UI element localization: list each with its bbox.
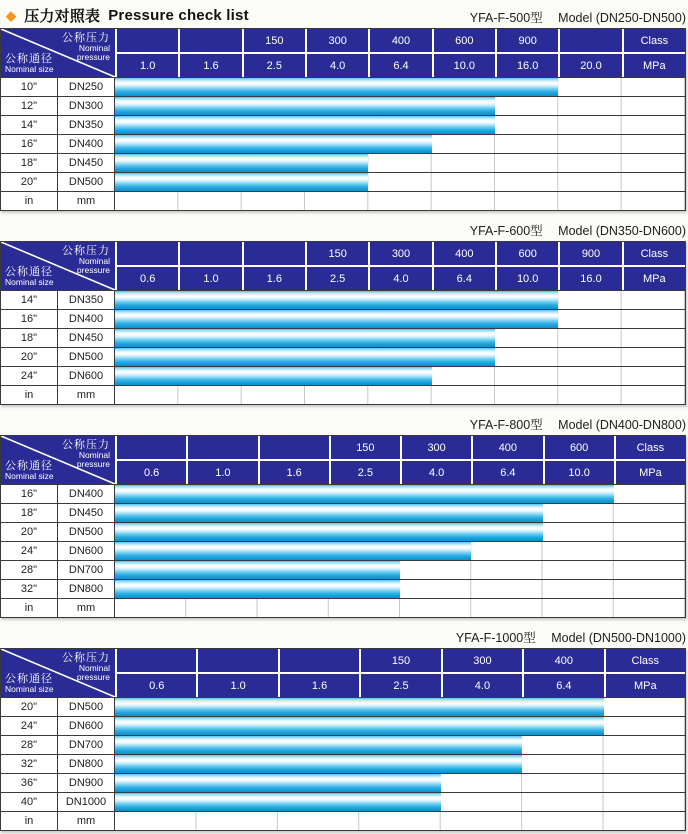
bar-track <box>115 329 685 347</box>
bar-track <box>115 192 685 210</box>
size-row <box>1 309 685 328</box>
pressure-bar <box>115 542 471 560</box>
model-range: Model (DN400-DN800) <box>558 418 686 432</box>
pressure-bar <box>115 97 495 115</box>
inch-cell: 20" <box>1 523 58 541</box>
mpa-unit-cell: MPa <box>624 54 685 77</box>
pressure-bar <box>115 310 558 328</box>
table-body <box>1 484 685 617</box>
mpa-header-cell: 1.6 <box>244 267 305 290</box>
pressure-label-en2: pressure <box>76 265 110 275</box>
table-header <box>1 436 685 484</box>
bar-track <box>115 717 685 735</box>
unit-row <box>1 385 685 404</box>
header-grid <box>117 29 685 77</box>
dn-cell: DN450 <box>58 154 115 172</box>
header-grid <box>117 649 685 697</box>
table-header <box>1 649 685 697</box>
inch-cell: 40" <box>1 793 58 811</box>
mm-unit-cell: mm <box>58 192 115 210</box>
inch-cell: 18" <box>1 154 58 172</box>
mpa-header-cell: 2.5 <box>307 267 368 290</box>
size-row <box>1 541 685 560</box>
inch-cell: 20" <box>1 698 58 716</box>
class-header-cell: 900 <box>497 29 558 52</box>
inch-cell: 32" <box>1 755 58 773</box>
pressure-bar <box>115 78 558 96</box>
model-range: Model (DN500-DN1000) <box>551 631 686 645</box>
mpa-unit-cell: MPa <box>624 267 685 290</box>
bar-track <box>115 367 685 385</box>
class-header-cell <box>180 29 241 52</box>
table-section <box>0 8 688 211</box>
dn-cell: DN600 <box>58 542 115 560</box>
inch-cell: 28" <box>1 561 58 579</box>
bar-track <box>115 542 685 560</box>
mpa-header-cell: 4.0 <box>307 54 368 77</box>
size-row <box>1 77 685 96</box>
pressure-label-en1: Nominal <box>78 450 110 460</box>
tables-container <box>0 8 688 831</box>
mpa-header-cell: 6.4 <box>434 267 495 290</box>
class-header-cell: 400 <box>434 242 495 265</box>
mpa-header-cell: 6.4 <box>370 54 431 77</box>
size-row <box>1 503 685 522</box>
mpa-header-cell: 16.0 <box>560 267 621 290</box>
size-label-zh: 公称通径 <box>5 673 53 685</box>
header-grid <box>117 436 685 484</box>
pressure-bar <box>115 329 495 347</box>
mpa-header-cell: 1.0 <box>117 54 178 77</box>
inch-cell: 20" <box>1 348 58 366</box>
pressure-label-zh: 公称压力 <box>62 652 110 664</box>
class-unit-cell: Class <box>606 649 685 672</box>
pressure-bar <box>115 291 558 309</box>
dn-cell: DN800 <box>58 580 115 598</box>
dn-cell: DN450 <box>58 329 115 347</box>
inch-cell: 36" <box>1 774 58 792</box>
mpa-header-cell: 2.5 <box>361 674 440 697</box>
pressure-label-zh: 公称压力 <box>62 245 110 257</box>
size-row <box>1 115 685 134</box>
inch-cell: 24" <box>1 542 58 560</box>
class-header-cell <box>260 436 329 459</box>
inch-cell: 16" <box>1 135 58 153</box>
bar-track <box>115 485 685 503</box>
inch-cell: 10" <box>1 78 58 96</box>
size-row <box>1 484 685 503</box>
class-header-cell: 150 <box>244 29 305 52</box>
pressure-bar <box>115 561 400 579</box>
page-title-en: Pressure check list <box>108 7 249 24</box>
pressure-bar <box>115 173 368 191</box>
size-row <box>1 328 685 347</box>
model-line <box>0 631 686 646</box>
mpa-header-cell: 16.0 <box>497 54 558 77</box>
pressure-bar <box>115 523 543 541</box>
pressure-bar <box>115 698 604 716</box>
size-row <box>1 560 685 579</box>
bar-track <box>115 291 685 309</box>
pressure-bar <box>115 348 495 366</box>
model-line <box>0 224 686 239</box>
model-name: YFA-F-800型 <box>469 418 543 432</box>
pressure-table <box>0 241 686 405</box>
class-header-cell <box>117 242 178 265</box>
table-section <box>0 418 688 618</box>
pressure-bar <box>115 135 432 153</box>
model-line <box>0 8 686 26</box>
pressure-bar <box>115 736 522 754</box>
pressure-bar <box>115 367 432 385</box>
bar-track <box>115 504 685 522</box>
in-unit-cell: in <box>1 812 58 830</box>
corner-pressure-label <box>62 32 110 62</box>
class-unit-cell: Class <box>616 436 685 459</box>
mpa-header-cell: 10.0 <box>497 267 558 290</box>
dn-cell: DN300 <box>58 97 115 115</box>
bar-track <box>115 348 685 366</box>
pressure-label-en2: pressure <box>76 459 110 469</box>
corner-size-label <box>5 53 54 74</box>
inch-cell: 12" <box>1 97 58 115</box>
inch-cell: 28" <box>1 736 58 754</box>
dn-cell: DN500 <box>58 173 115 191</box>
inch-cell: 18" <box>1 504 58 522</box>
dn-cell: DN350 <box>58 291 115 309</box>
inch-cell: 20" <box>1 173 58 191</box>
bar-track <box>115 736 685 754</box>
unit-row <box>1 191 685 210</box>
dn-cell: DN400 <box>58 485 115 503</box>
dn-cell: DN700 <box>58 561 115 579</box>
class-unit-cell: Class <box>624 242 685 265</box>
inch-cell: 16" <box>1 485 58 503</box>
model-name: YFA-F-500型 <box>469 11 543 25</box>
inch-cell: 32" <box>1 580 58 598</box>
corner-pressure-label <box>62 245 110 275</box>
table-header <box>1 29 685 77</box>
mpa-header-cell: 1.0 <box>188 461 257 484</box>
pressure-bar <box>115 485 614 503</box>
pressure-bar <box>115 504 543 522</box>
bar-track <box>115 386 685 404</box>
bar-track <box>115 116 685 134</box>
pressure-label-zh: 公称压力 <box>62 32 110 44</box>
dn-cell: DN400 <box>58 135 115 153</box>
in-unit-cell: in <box>1 386 58 404</box>
header-grid <box>117 242 685 290</box>
pressure-label-en2: pressure <box>76 672 110 682</box>
mm-unit-cell: mm <box>58 599 115 617</box>
bar-track <box>115 561 685 579</box>
dn-cell: DN250 <box>58 78 115 96</box>
class-header-cell <box>117 436 186 459</box>
size-label-zh: 公称通径 <box>5 460 53 472</box>
class-header-cell <box>180 242 241 265</box>
class-header-cell: 900 <box>560 242 621 265</box>
in-unit-cell: in <box>1 192 58 210</box>
mpa-header-cell: 1.0 <box>180 267 241 290</box>
class-header-cell <box>244 242 305 265</box>
pressure-bar <box>115 774 441 792</box>
corner-cell <box>1 29 115 77</box>
bar-track <box>115 97 685 115</box>
bar-track <box>115 812 685 830</box>
size-label-en: Nominal size <box>5 684 54 694</box>
model-range: Model (DN350-DN600) <box>558 224 686 238</box>
bar-track <box>115 580 685 598</box>
mm-unit-cell: mm <box>58 812 115 830</box>
class-header-cell <box>560 29 621 52</box>
size-label-en: Nominal size <box>5 277 54 287</box>
table-body <box>1 290 685 404</box>
unit-row <box>1 811 685 830</box>
size-label-en: Nominal size <box>5 64 54 74</box>
dn-cell: DN500 <box>58 523 115 541</box>
pressure-bar <box>115 717 604 735</box>
size-row <box>1 134 685 153</box>
class-header-cell: 400 <box>370 29 431 52</box>
inch-cell: 14" <box>1 116 58 134</box>
mpa-header-cell: 0.6 <box>117 461 186 484</box>
corner-size-label <box>5 460 54 481</box>
class-header-cell <box>188 436 257 459</box>
dn-cell: DN800 <box>58 755 115 773</box>
model-line <box>0 418 686 433</box>
size-row <box>1 697 685 716</box>
mpa-unit-cell: MPa <box>606 674 685 697</box>
corner-cell <box>1 649 115 697</box>
bar-track <box>115 135 685 153</box>
mpa-header-cell: 1.6 <box>280 674 359 697</box>
size-row <box>1 96 685 115</box>
pressure-label-en2: pressure <box>76 52 110 62</box>
dn-cell: DN900 <box>58 774 115 792</box>
size-label-zh: 公称通径 <box>5 266 53 278</box>
mpa-header-cell: 0.6 <box>117 674 196 697</box>
class-header-cell: 400 <box>524 649 603 672</box>
size-row <box>1 792 685 811</box>
pressure-label-en1: Nominal <box>78 256 110 266</box>
size-row <box>1 716 685 735</box>
corner-size-label <box>5 673 54 694</box>
pressure-table <box>0 648 686 831</box>
inch-cell: 24" <box>1 367 58 385</box>
dn-cell: DN500 <box>58 698 115 716</box>
inch-cell: 24" <box>1 717 58 735</box>
class-header-cell: 600 <box>497 242 558 265</box>
mpa-header-cell: 1.6 <box>180 54 241 77</box>
inch-cell: 16" <box>1 310 58 328</box>
bar-track <box>115 78 685 96</box>
mpa-header-cell: 6.4 <box>473 461 542 484</box>
class-header-cell: 400 <box>473 436 542 459</box>
dn-cell: DN350 <box>58 116 115 134</box>
pressure-bar <box>115 154 368 172</box>
bar-track <box>115 523 685 541</box>
inch-cell: 18" <box>1 329 58 347</box>
table-section <box>0 224 688 405</box>
page-title-zh: 压力对照表 <box>24 8 101 25</box>
mpa-header-cell: 1.0 <box>198 674 277 697</box>
class-header-cell: 300 <box>402 436 471 459</box>
inch-cell: 14" <box>1 291 58 309</box>
pressure-label-en1: Nominal <box>78 663 110 673</box>
mm-unit-cell: mm <box>58 386 115 404</box>
mpa-header-cell: 10.0 <box>434 54 495 77</box>
table-section <box>0 631 688 831</box>
class-header-cell: 300 <box>307 29 368 52</box>
size-label-zh: 公称通径 <box>5 53 53 65</box>
mpa-header-cell: 1.6 <box>260 461 329 484</box>
bar-track <box>115 755 685 773</box>
mpa-header-cell: 10.0 <box>545 461 614 484</box>
model-range: Model (DN250-DN500) <box>558 11 686 25</box>
class-header-cell: 150 <box>361 649 440 672</box>
pressure-label-zh: 公称压力 <box>62 439 110 451</box>
corner-size-label <box>5 266 54 287</box>
pressure-bar <box>115 580 400 598</box>
size-row <box>1 366 685 385</box>
class-header-cell <box>117 649 196 672</box>
class-header-cell: 600 <box>545 436 614 459</box>
unit-row <box>1 598 685 617</box>
class-unit-cell: Class <box>624 29 685 52</box>
size-row <box>1 579 685 598</box>
table-header <box>1 242 685 290</box>
size-row <box>1 290 685 309</box>
class-header-cell: 150 <box>331 436 400 459</box>
dn-cell: DN500 <box>58 348 115 366</box>
pressure-label-en1: Nominal <box>78 43 110 53</box>
bar-track <box>115 154 685 172</box>
table-body <box>1 77 685 210</box>
bar-track <box>115 310 685 328</box>
in-unit-cell: in <box>1 599 58 617</box>
dn-cell: DN600 <box>58 717 115 735</box>
size-row <box>1 172 685 191</box>
size-row <box>1 773 685 792</box>
class-header-cell <box>198 649 277 672</box>
class-header-cell <box>280 649 359 672</box>
table-body <box>1 697 685 830</box>
mpa-unit-cell: MPa <box>616 461 685 484</box>
mpa-header-cell: 4.0 <box>370 267 431 290</box>
class-header-cell: 300 <box>443 649 522 672</box>
size-row <box>1 522 685 541</box>
diamond-icon: ◆ <box>6 8 17 23</box>
mpa-header-cell: 4.0 <box>443 674 522 697</box>
class-header-cell: 300 <box>370 242 431 265</box>
size-label-en: Nominal size <box>5 471 54 481</box>
dn-cell: DN700 <box>58 736 115 754</box>
mpa-header-cell: 2.5 <box>244 54 305 77</box>
dn-cell: DN450 <box>58 504 115 522</box>
corner-pressure-label <box>62 652 110 682</box>
model-name: YFA-F-1000型 <box>455 631 536 645</box>
mpa-header-cell: 4.0 <box>402 461 471 484</box>
bar-track <box>115 698 685 716</box>
dn-cell: DN1000 <box>58 793 115 811</box>
size-row <box>1 754 685 773</box>
pressure-bar <box>115 793 441 811</box>
model-name: YFA-F-600型 <box>469 224 543 238</box>
class-header-cell: 600 <box>434 29 495 52</box>
mpa-header-cell: 2.5 <box>331 461 400 484</box>
mpa-header-cell: 6.4 <box>524 674 603 697</box>
mpa-header-cell: 20.0 <box>560 54 621 77</box>
bar-track <box>115 599 685 617</box>
pressure-table <box>0 28 686 211</box>
bar-track <box>115 774 685 792</box>
dn-cell: DN600 <box>58 367 115 385</box>
size-row <box>1 153 685 172</box>
corner-pressure-label <box>62 439 110 469</box>
bar-track <box>115 793 685 811</box>
mpa-header-cell: 0.6 <box>117 267 178 290</box>
size-row <box>1 347 685 366</box>
class-header-cell <box>117 29 178 52</box>
corner-cell <box>1 242 115 290</box>
corner-cell <box>1 436 115 484</box>
dn-cell: DN400 <box>58 310 115 328</box>
pressure-bar <box>115 755 522 773</box>
size-row <box>1 735 685 754</box>
pressure-bar <box>115 116 495 134</box>
bar-track <box>115 173 685 191</box>
pressure-table <box>0 435 686 618</box>
class-header-cell: 150 <box>307 242 368 265</box>
